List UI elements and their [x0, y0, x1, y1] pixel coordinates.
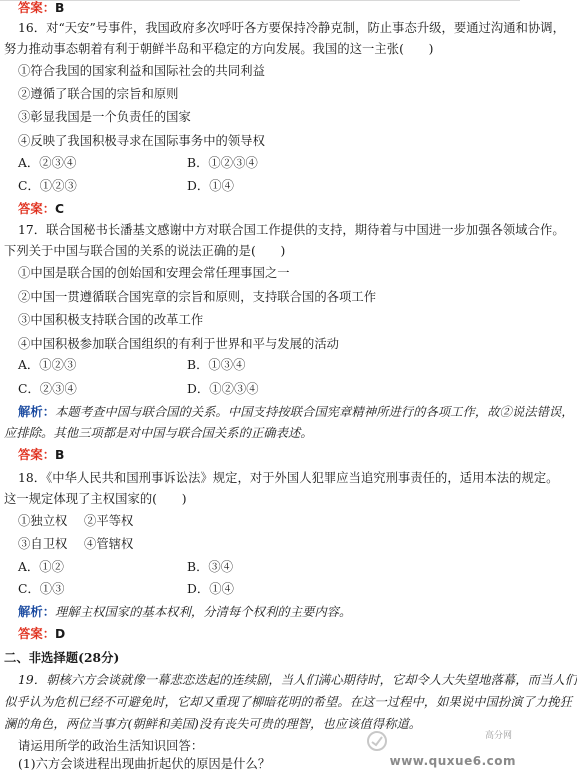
- section-heading-non-choice: 二、非选择题(28分): [4, 650, 120, 665]
- explanation-17-line-2: 应排除。其他三项都是对中国与联合国关系的正确表述。: [4, 426, 313, 440]
- answer-value: B: [55, 1, 65, 15]
- question-16-choice-d: D．①④: [187, 179, 234, 193]
- answer-value: B: [55, 448, 65, 462]
- question-18-option-4: ④管辖权: [84, 537, 134, 551]
- question-17-choice-c: C．②③④: [18, 382, 77, 396]
- answer-label: 答案：: [18, 448, 56, 462]
- question-17-line-2: 下列关于中国与联合国的关系的说法正确的是( ): [4, 244, 286, 258]
- question-16-option-3: ③彰显我国是一个负责任的国家: [18, 110, 191, 124]
- answer-line-17: [18, 447, 64, 464]
- question-16-option-2: ②遵循了联合国的宗旨和原则: [18, 87, 179, 101]
- answer-line-15: [18, 0, 64, 17]
- question-16-option-1: ①符合我国的国家利益和国际社会的共同利益: [18, 64, 265, 78]
- question-17-option-4: ④中国积极参加联合国组织的有利于世界和平与发展的活动: [18, 337, 340, 351]
- question-18-choice-b: B．③④: [187, 560, 234, 574]
- top-rule: [0, 0, 520, 3]
- question-17-line-1: 17．联合国秘书长潘基文感谢中方对联合国工作提供的支持，期待着与中国进一步加强各领域合作。: [18, 223, 565, 237]
- question-16-choices-ab: [18, 155, 76, 172]
- question-18-choice-c: C．①③: [18, 582, 65, 596]
- question-19-instruction: 请运用所学的政治生活知识回答：: [18, 739, 204, 753]
- question-18-line-1: 18．《中华人民共和国刑事诉讼法》规定，对于外国人犯罪应当追究刑事责任的，适用本法的规定。: [18, 471, 559, 485]
- question-18-option-3: ③自卫权: [18, 537, 68, 551]
- question-16-line-1: 16．对“天安”号事件，我国政府多次呼吁各方要保持冷静克制，防止事态升级，要通过沟通和协调，: [18, 21, 565, 35]
- answer-label: 答案：: [18, 202, 56, 216]
- site-watermark: [366, 728, 516, 768]
- question-18-option-2: ②平等权: [84, 514, 134, 528]
- question-16-line-2: 努力推动事态朝着有利于朝鲜半岛和平稳定的方向发展。我国的这一主张( ): [4, 42, 434, 56]
- question-18-line-2: 这一规定体现了主权国家的( ): [4, 492, 187, 506]
- explanation-text: 理解主权国家的基本权利，分清每个权利的主要内容。: [55, 605, 352, 619]
- answer-label: 答案：: [18, 1, 56, 15]
- question-18-choice-a: A．①②: [18, 560, 64, 574]
- watermark-url: www.quxue6.com: [389, 754, 516, 768]
- question-16-choice-b: B．①②③④: [187, 156, 258, 170]
- question-17-option-3: ③中国积极支持联合国的改革工作: [18, 313, 204, 327]
- question-19-line-2: 似乎认为危机已经不可避免时，它却又重现了柳暗花明的希望。在这一过程中，如果说中国扮演了力挽狂: [4, 695, 572, 709]
- question-18-option-1: ①独立权: [18, 514, 68, 528]
- answer-line-18: [18, 626, 65, 643]
- answer-label: 答案：: [18, 627, 56, 641]
- question-19-subquestion-1: (1)六方会谈进程出现曲折起伏的原因是什么？: [18, 757, 271, 771]
- explanation-17-line-1: [18, 404, 574, 421]
- question-18-choice-d: D．①④: [187, 582, 234, 596]
- question-16-choice-c: C．①②③: [18, 179, 77, 193]
- choice-a: A．②③④: [18, 156, 77, 170]
- answer-line-16: [18, 201, 64, 218]
- question-17-option-2: ②中国一贯遵循联合国宪章的宗旨和原则，支持联合国的各项工作: [18, 290, 377, 304]
- watermark-logo-icon: [366, 730, 388, 756]
- explanation-18: [18, 604, 351, 621]
- explanation-text: 本题考查中国与联合国的关系。中国支持按联合国宪章精神所进行的各项工作，故②说法错误，: [55, 405, 574, 419]
- question-17-choice-b: B．①③④: [187, 358, 246, 372]
- question-16-option-4: ④反映了我国积极寻求在国际事务中的领导权: [18, 134, 265, 148]
- question-17-choice-a: A．①②③: [18, 358, 77, 372]
- answer-value: D: [55, 627, 66, 641]
- question-17-choice-d: D．①②③④: [187, 382, 259, 396]
- question-17-option-1: ①中国是联合国的创始国和安理会常任理事国之一: [18, 266, 290, 280]
- watermark-brand: 高分网: [484, 731, 512, 741]
- question-19-line-3: 澜的角色，两位当事方(朝鲜和美国)没有丧失可贵的理智，也应该值得称道。: [4, 717, 422, 731]
- answer-value: C: [55, 202, 65, 216]
- question-19-line-1: 19．朝核六方会谈就像一幕悲恋迭起的连续剧，当人们满心期待时，它却令人大失望地落幕，而当人们: [18, 673, 577, 687]
- explanation-label: 解析：: [18, 405, 56, 419]
- explanation-label: 解析：: [18, 605, 56, 619]
